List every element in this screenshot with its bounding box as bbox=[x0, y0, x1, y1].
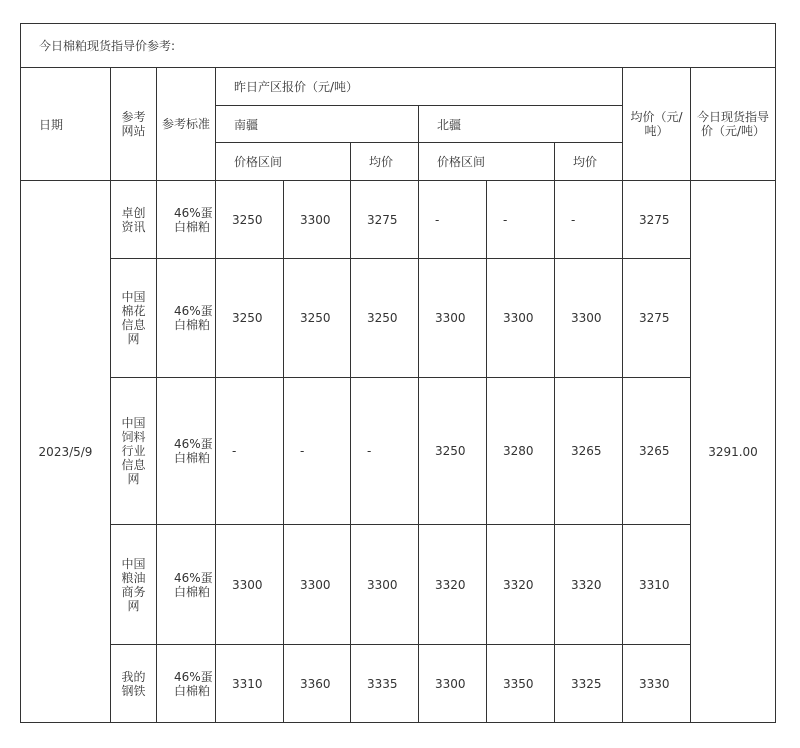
south-high-cell: 3250 bbox=[284, 259, 351, 378]
header-south-price-range: 价格区间 bbox=[216, 143, 351, 181]
table-row bbox=[21, 525, 776, 645]
header-north-price-range: 价格区间 bbox=[419, 143, 555, 181]
south-avg-cell: - bbox=[351, 378, 419, 525]
south-high-cell: 3360 bbox=[284, 645, 351, 723]
south-avg-cell: 3250 bbox=[351, 259, 419, 378]
south-avg-cell: 3275 bbox=[351, 181, 419, 259]
north-high-cell: 3280 bbox=[487, 378, 555, 525]
south-high-cell: - bbox=[284, 378, 351, 525]
south-low-cell: 3300 bbox=[216, 525, 284, 645]
header-south-xinjiang: 南疆 bbox=[216, 106, 419, 143]
north-high-cell: - bbox=[487, 181, 555, 259]
today-guide-price-cell: 3291.00 bbox=[691, 181, 776, 723]
header-average: 均价（元/吨） bbox=[623, 68, 691, 181]
site-cell: 中国棉花信息网 bbox=[111, 259, 157, 378]
header-site: 参考网站 bbox=[111, 68, 157, 181]
header-standard: 参考标准 bbox=[157, 68, 216, 181]
average-cell: 3330 bbox=[623, 645, 691, 723]
standard-cell: 46%蛋白棉粕 bbox=[157, 378, 216, 525]
south-avg-cell: 3300 bbox=[351, 525, 419, 645]
south-high-cell: 3300 bbox=[284, 181, 351, 259]
header-yesterday-quote: 昨日产区报价（元/吨） bbox=[216, 68, 623, 106]
north-avg-cell: - bbox=[555, 181, 623, 259]
north-low-cell: 3250 bbox=[419, 378, 487, 525]
price-table bbox=[20, 23, 776, 723]
header-date: 日期 bbox=[21, 68, 111, 181]
header-today-guide-price: 今日现货指导价（元/吨） bbox=[691, 68, 776, 181]
average-cell: 3265 bbox=[623, 378, 691, 525]
north-high-cell: 3350 bbox=[487, 645, 555, 723]
average-cell: 3275 bbox=[623, 259, 691, 378]
standard-cell: 46%蛋白棉粕 bbox=[157, 181, 216, 259]
north-avg-cell: 3265 bbox=[555, 378, 623, 525]
date-cell: 2023/5/9 bbox=[21, 181, 111, 723]
header-north-avg: 均价 bbox=[555, 143, 623, 181]
site-cell: 我的钢铁 bbox=[111, 645, 157, 723]
average-cell: 3310 bbox=[623, 525, 691, 645]
site-cell: 卓创资讯 bbox=[111, 181, 157, 259]
north-high-cell: 3300 bbox=[487, 259, 555, 378]
average-cell: 3275 bbox=[623, 181, 691, 259]
south-low-cell: 3250 bbox=[216, 259, 284, 378]
north-low-cell: 3320 bbox=[419, 525, 487, 645]
north-avg-cell: 3300 bbox=[555, 259, 623, 378]
north-low-cell: 3300 bbox=[419, 259, 487, 378]
site-cell: 中国粮油商务网 bbox=[111, 525, 157, 645]
table-row bbox=[21, 645, 776, 723]
table-row bbox=[21, 378, 776, 525]
south-avg-cell: 3335 bbox=[351, 645, 419, 723]
price-table-container bbox=[20, 23, 776, 723]
north-avg-cell: 3325 bbox=[555, 645, 623, 723]
north-low-cell: - bbox=[419, 181, 487, 259]
standard-cell: 46%蛋白棉粕 bbox=[157, 645, 216, 723]
site-cell: 中国饲料行业信息网 bbox=[111, 378, 157, 525]
south-high-cell: 3300 bbox=[284, 525, 351, 645]
south-low-cell: 3310 bbox=[216, 645, 284, 723]
south-low-cell: - bbox=[216, 378, 284, 525]
table-title: 今日棉粕现货指导价参考: bbox=[21, 24, 776, 68]
north-high-cell: 3320 bbox=[487, 525, 555, 645]
standard-cell: 46%蛋白棉粕 bbox=[157, 525, 216, 645]
standard-cell: 46%蛋白棉粕 bbox=[157, 259, 216, 378]
table-row bbox=[21, 181, 776, 259]
table-row bbox=[21, 259, 776, 378]
header-south-avg: 均价 bbox=[351, 143, 419, 181]
header-north-xinjiang: 北疆 bbox=[419, 106, 623, 143]
north-low-cell: 3300 bbox=[419, 645, 487, 723]
south-low-cell: 3250 bbox=[216, 181, 284, 259]
north-avg-cell: 3320 bbox=[555, 525, 623, 645]
